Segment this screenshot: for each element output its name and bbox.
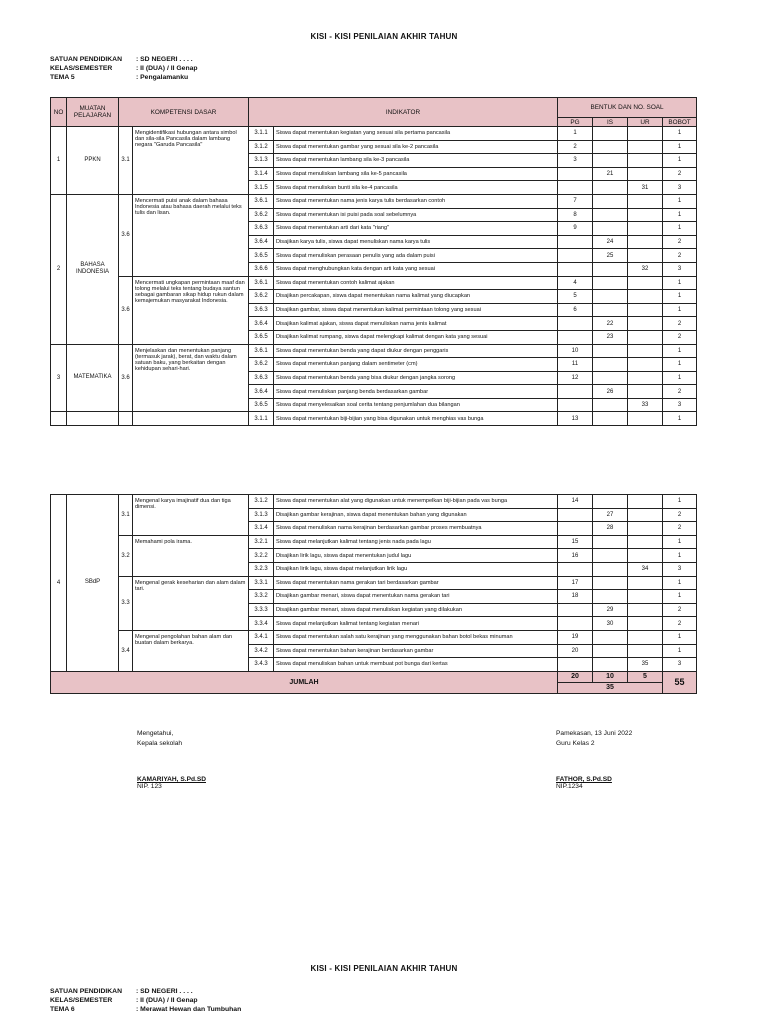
is-number [593,576,628,590]
ur-number [628,235,663,249]
indicator-text: Siswa dapat menentukan nama gerakan tari berdasarkan gambar [274,576,558,590]
bobot-value: 1 [663,276,697,290]
bobot-value: 2 [663,603,697,617]
meta-label: SATUAN PENDIDIKAN [50,988,122,995]
ur-number: 34 [628,562,663,576]
bobot-value: 1 [663,194,697,208]
kd-number: 3.6 [119,194,133,276]
indicator-text: Disajikan percakapan, siswa dapat menentukan nama kalimat yang diucapkan [274,290,558,304]
indicator-text: Siswa dapat melanjutkan kalimat tentang kegiatan menari [274,617,558,631]
pg-number: 3 [558,154,593,168]
header-ur: UR [628,118,663,127]
bobot-value: 3 [663,398,697,412]
ur-number [628,194,663,208]
indicator-code: 3.2.1 [249,535,274,549]
ur-number [628,576,663,590]
pg-number: 12 [558,371,593,385]
header-bentuk: BENTUK DAN NO. SOAL [558,98,697,118]
is-number [593,303,628,317]
bobot-value: 2 [663,508,697,522]
indicator-row [51,576,697,590]
is-number [593,358,628,372]
pg-number [558,235,593,249]
indicator-code: 3.4.3 [249,658,274,672]
indicator-code: 3.6.4 [249,317,274,331]
indicator-text: Disajikan gambar, siswa dapat menentukan kalimat permintaan tolong yang sesuai [274,303,558,317]
bobot-value: 3 [663,262,697,276]
indicator-text: Disajikan lirik lagu, siswa dapat menentukan judul lagu [274,549,558,563]
ur-number [628,549,663,563]
ur-number [628,290,663,304]
indicator-code: 3.4.1 [249,630,274,644]
is-number [593,194,628,208]
indicator-text: Siswa dapat menyelesaikan soal cerita tentang penjumlahan dua bilangan [274,398,558,412]
subject-name: MATEMATIKA [67,344,119,412]
is-number [593,290,628,304]
ur-number [628,522,663,536]
pg-number [558,167,593,181]
kd-text: Mengenal karya imajinatif dua dan tiga dimensi. [133,495,249,536]
ur-number [628,140,663,154]
kd-text: Mengidentifikasi hubungan antara simbol dan sila-sila Pancasila dalam lambang negara "Garuda Pancasila" [133,127,249,195]
indicator-text: Siswa dapat menuliskan bahan untuk membuat pot bunga dari kertas [274,658,558,672]
bobot-value: 3 [663,181,697,195]
is-number: 26 [593,385,628,399]
ur-number [628,385,663,399]
indicator-code: 3.1.2 [249,495,274,509]
bobot-value: 2 [663,522,697,536]
meta-value: : Pengalamanku [136,74,189,81]
pg-number [558,508,593,522]
signer-nip: NIP.1234 [556,783,583,790]
pg-number [558,603,593,617]
indicator-text: Siswa dapat menuliskan perasaan penulis yang ada dalam puisi [274,249,558,263]
subject-name-cell [67,412,119,426]
kd-number: 3.1 [119,127,133,195]
total-sum: 35 [558,682,663,693]
total-row [51,671,697,682]
indicator-text: Disajikan lirik lagu, siswa dapat melanjutkan lirik lagu [274,562,558,576]
meta-value: : II (DUA) / II Genap [136,997,198,1004]
kd-number-cell [119,412,133,426]
is-number [593,262,628,276]
meta-value: : Merawat Hewan dan Tumbuhan [136,1006,242,1013]
ur-number: 33 [628,398,663,412]
ur-number [628,535,663,549]
ur-number [628,603,663,617]
pg-number: 4 [558,276,593,290]
pg-number: 18 [558,590,593,604]
indicator-text: Disajikan karya tulis, siswa dapat menuliskan nama karya tulis [274,235,558,249]
bobot-value: 3 [663,562,697,576]
indicator-row [51,194,697,208]
indicator-text: Siswa dapat menentukan benda yang dapat diukur dengan penggaris [274,344,558,358]
is-number [593,154,628,168]
is-number [593,412,628,426]
header-bobot: BOBOT [663,118,697,127]
signature-left [137,729,206,792]
indicator-code: 3.6.1 [249,276,274,290]
indicator-code: 3.1.3 [249,508,274,522]
is-number: 29 [593,603,628,617]
indicator-row [51,495,697,509]
meta-label: TEMA 5 [50,74,75,81]
is-number: 25 [593,249,628,263]
pg-number [558,658,593,672]
indicator-text: Siswa dapat menentukan bahan kerajinan berdasarkan gambar [274,644,558,658]
ur-number [628,208,663,222]
signer-nip: NIP. 123 [137,783,162,790]
indicator-code: 3.6.5 [249,249,274,263]
indicator-code: 3.3.2 [249,590,274,604]
meta-label: TEMA 6 [50,1006,75,1013]
ur-number [628,154,663,168]
total-pg: 20 [558,671,593,682]
total-bobot: 55 [663,671,697,693]
subject-name: PPKN [67,127,119,195]
subject-name: BAHASA INDONESIA [67,194,119,344]
kd-text: Mengenal gerak keseharian dan alam dalam tari. [133,576,249,630]
kd-number: 3.6 [119,276,133,344]
indicator-code: 3.6.4 [249,385,274,399]
kd-text: Mengenal pengolahan bahan alam dan buatan dalam berkarya. [133,630,249,671]
indicator-text: Siswa dapat menuliskan panjang benda berdasarkan gambar [274,385,558,399]
is-number [593,222,628,236]
signature-line: Mengetahui, [137,730,174,737]
ur-number [628,508,663,522]
pg-number: 17 [558,576,593,590]
meta-value: : SD NEGERI . . . . [136,988,193,995]
pg-number: 20 [558,644,593,658]
indicator-text: Disajikan gambar menari, siswa dapat menuliskan kegiatan yang dilakukan [274,603,558,617]
bobot-value: 1 [663,576,697,590]
pg-number: 8 [558,208,593,222]
is-number [593,644,628,658]
indicator-row [51,630,697,644]
header-kd: KOMPETENSI DASAR [119,98,249,127]
subject-name: SBdP [67,495,119,672]
ur-number [628,590,663,604]
next-document-meta [50,987,241,1014]
indicator-code: 3.1.3 [249,154,274,168]
bobot-value: 2 [663,249,697,263]
is-number: 27 [593,508,628,522]
bobot-value: 1 [663,222,697,236]
bobot-value: 1 [663,290,697,304]
pg-number [558,617,593,631]
indicator-row [51,535,697,549]
is-number: 22 [593,317,628,331]
is-number: 21 [593,167,628,181]
signature-line: Guru Kelas 2 [556,740,595,747]
is-number [593,276,628,290]
bobot-value: 2 [663,385,697,399]
header-pg: PG [558,118,593,127]
pg-number [558,249,593,263]
kisi-table-2 [50,494,697,694]
pg-number: 16 [558,549,593,563]
meta-label: KELAS/SEMESTER [50,65,113,72]
pg-number [558,262,593,276]
indicator-code: 3.2.2 [249,549,274,563]
total-label: JUMLAH [51,671,558,693]
is-number [593,590,628,604]
ur-number [628,330,663,344]
bobot-value: 2 [663,617,697,631]
pg-number [558,398,593,412]
ur-number [628,371,663,385]
indicator-code: 3.3.4 [249,617,274,631]
kd-number: 3.3 [119,576,133,630]
signer-name: KAMARIYAH, S.Pd.SD [137,776,206,783]
document-meta [50,55,198,82]
is-number [593,344,628,358]
kd-text-cell [133,412,249,426]
indicator-code: 3.6.1 [249,194,274,208]
document-title: KISI - KISI PENILAIAN AKHIR TAHUN [310,32,458,41]
kd-number: 3.4 [119,630,133,671]
signer-name: FATHOR, S.Pd.SD [556,776,612,783]
indicator-text: Disajikan kalimat rumpang, siswa dapat melengkapi kalimat dengan kata yang sesuai [274,330,558,344]
indicator-row [51,276,697,290]
indicator-text: Siswa dapat menuliskan bunti sila ke-4 pancasila [274,181,558,195]
bobot-value: 2 [663,317,697,331]
indicator-code: 3.3.1 [249,576,274,590]
indicator-text: Siswa dapat menentukan salah satu kerajinan yang menggunakan bahan botol bekas minuman [274,630,558,644]
ur-number: 35 [628,658,663,672]
ur-number: 32 [628,262,663,276]
subject-no: 4 [51,495,67,672]
indicator-code: 3.1.2 [249,140,274,154]
indicator-text: Siswa dapat menentukan gambar yang sesuai sila ke-2 pancasila [274,140,558,154]
bobot-value: 1 [663,140,697,154]
is-number [593,495,628,509]
ur-number [628,317,663,331]
indicator-code: 3.1.4 [249,522,274,536]
indicator-code: 3.2.3 [249,562,274,576]
indicator-text: Siswa dapat menentukan biji-bijian yang bisa digunakan untuk menghias vas bunga [274,412,558,426]
ur-number: 31 [628,181,663,195]
indicator-code: 3.6.5 [249,398,274,412]
signature-line: Pamekasan, 13 Juni 2022 [556,730,633,737]
pg-number: 7 [558,194,593,208]
ur-number [628,127,663,141]
indicator-text: Siswa dapat menentukan nama jenis karya tulis berdasarkan contoh [274,194,558,208]
indicator-text: Siswa dapat menentukan panjang dalam sentimeter (cm) [274,358,558,372]
is-number: 30 [593,617,628,631]
indicator-code: 3.6.6 [249,262,274,276]
kd-text: Mencermati puisi anak dalam bahasa Indonesia atau bahasa daerah melalui teks tulis dan lisan. [133,194,249,276]
is-number [593,562,628,576]
meta-value: : SD NEGERI . . . . [136,56,193,63]
is-number [593,398,628,412]
ur-number [628,249,663,263]
bobot-value: 1 [663,412,697,426]
pg-number: 19 [558,630,593,644]
is-number [593,630,628,644]
kisi-table-1 [50,97,697,426]
ur-number [628,495,663,509]
bobot-value: 1 [663,208,697,222]
is-number [593,535,628,549]
ur-number [628,303,663,317]
bobot-value: 1 [663,549,697,563]
header-indikator: INDIKATOR [249,98,558,127]
indicator-code: 3.6.2 [249,358,274,372]
indicator-code: 3.1.1 [249,412,274,426]
indicator-text: Siswa dapat menentukan contoh kalimat ajakan [274,276,558,290]
indicator-code: 3.1.4 [249,167,274,181]
indicator-text: Disajikan gambar menari, siswa dapat menentukan nama gerakan tari [274,590,558,604]
indicator-code: 3.6.1 [249,344,274,358]
ur-number [628,358,663,372]
pg-number: 14 [558,495,593,509]
kd-number: 3.2 [119,535,133,576]
is-number [593,658,628,672]
ur-number [628,222,663,236]
is-number [593,371,628,385]
indicator-text: Siswa dapat menentukan isi puisi pada soal sebelumnya [274,208,558,222]
indicator-code: 3.6.2 [249,208,274,222]
pg-number [558,317,593,331]
ur-number [628,344,663,358]
indicator-text: Siswa dapat menentukan kegiatan yang sesuai sila pertama pancasila [274,127,558,141]
bobot-value: 1 [663,358,697,372]
indicator-text: Disajikan gambar kerajinan, siswa dapat menentukan bahan yang digunakan [274,508,558,522]
indicator-code: 3.6.3 [249,303,274,317]
bobot-value: 1 [663,344,697,358]
pg-number: 10 [558,344,593,358]
indicator-text: Disajikan kalimat ajakan, siswa dapat menuliskan nama jenis kalimat [274,317,558,331]
indicator-code: 3.1.5 [249,181,274,195]
indicator-text: Siswa dapat menuliskan lambang sila ke-5 pancasila [274,167,558,181]
signature-right [556,729,632,792]
indicator-code: 3.6.5 [249,330,274,344]
bobot-value: 1 [663,371,697,385]
indicator-text: Siswa dapat menentukan arti dari kata "riang" [274,222,558,236]
is-number [593,549,628,563]
ur-number [628,630,663,644]
bobot-value: 2 [663,330,697,344]
pg-number: 5 [558,290,593,304]
pg-number: 6 [558,303,593,317]
indicator-code: 3.6.3 [249,222,274,236]
subject-no: 3 [51,344,67,412]
ur-number [628,412,663,426]
is-number [593,127,628,141]
meta-value: : II (DUA) / II Genap [136,65,198,72]
subject-no: 1 [51,127,67,195]
indicator-code: 3.3.3 [249,603,274,617]
kd-text: Menjelaskan dan menentukan panjang (termasuk jarak), berat, dan waktu dalam satuan baku, yang berkaitan dengan kehidupan sehari-hari. [133,344,249,412]
indicator-text: Siswa dapat melanjutkan kalimat tentang jenis nada pada lagu [274,535,558,549]
ur-number [628,617,663,631]
meta-label: KELAS/SEMESTER [50,997,113,1004]
subject-no: 2 [51,194,67,344]
ur-number [628,167,663,181]
total-is: 10 [593,671,628,682]
pg-number [558,522,593,536]
is-number: 23 [593,330,628,344]
bobot-value: 1 [663,495,697,509]
pg-number: 9 [558,222,593,236]
indicator-text: Siswa dapat menuliskan nama kerajinan berdasarkan gambar proses membuatnya [274,522,558,536]
is-number [593,140,628,154]
indicator-code: 3.1.1 [249,127,274,141]
bobot-value: 3 [663,658,697,672]
bobot-value: 1 [663,303,697,317]
pg-number: 11 [558,358,593,372]
next-document-title: KISI - KISI PENILAIAN AKHIR TAHUN [310,964,458,973]
header-muatan: MUATAN PELAJARAN [67,98,119,127]
indicator-text: Siswa dapat menentukan alat yang digunakan untuk menempelkan biji-bijian pada vas bunga [274,495,558,509]
pg-number [558,330,593,344]
is-number: 24 [593,235,628,249]
indicator-code: 3.4.2 [249,644,274,658]
bobot-value: 1 [663,535,697,549]
is-number [593,208,628,222]
indicator-code: 3.6.3 [249,371,274,385]
pg-number [558,181,593,195]
signature-line: Kepala sekolah [137,740,183,747]
kd-text: Mencermati ungkapan permintaan maaf dan tolong melalui teks tentang budaya santun sebagai gambaran sikap hidup rukun dalam kemajemukan masyarakat Indonesia. [133,276,249,344]
indicator-code: 3.6.2 [249,290,274,304]
bobot-value: 2 [663,167,697,181]
bobot-value: 1 [663,630,697,644]
subject-no-cell [51,412,67,426]
bobot-value: 1 [663,127,697,141]
kd-number: 3.6 [119,344,133,412]
pg-number: 1 [558,127,593,141]
meta-label: SATUAN PENDIDIKAN [50,56,122,63]
header-is: IS [593,118,628,127]
pg-number [558,385,593,399]
ur-number [628,276,663,290]
pg-number [558,562,593,576]
total-ur: 5 [628,671,663,682]
indicator-text: Siswa dapat menentukan benda yang bisa diukur dengan jangka sorong [274,371,558,385]
pg-number: 2 [558,140,593,154]
pg-number: 13 [558,412,593,426]
bobot-value: 2 [663,235,697,249]
kd-text: Memahami pola irama. [133,535,249,576]
is-number: 28 [593,522,628,536]
header-no: NO [51,98,67,127]
is-number [593,181,628,195]
ur-number [628,644,663,658]
indicator-text: Siswa dapat menentukan lambang sila ke-3 pancasila [274,154,558,168]
kd-number: 3.1 [119,495,133,536]
indicator-text: Siswa dapat menghubungkan kata dengan arti kata yang sesuai [274,262,558,276]
bobot-value: 1 [663,644,697,658]
indicator-row [51,127,697,141]
bobot-value: 1 [663,590,697,604]
indicator-row [51,412,697,426]
indicator-row [51,344,697,358]
pg-number: 15 [558,535,593,549]
bobot-value: 1 [663,154,697,168]
indicator-code: 3.6.4 [249,235,274,249]
